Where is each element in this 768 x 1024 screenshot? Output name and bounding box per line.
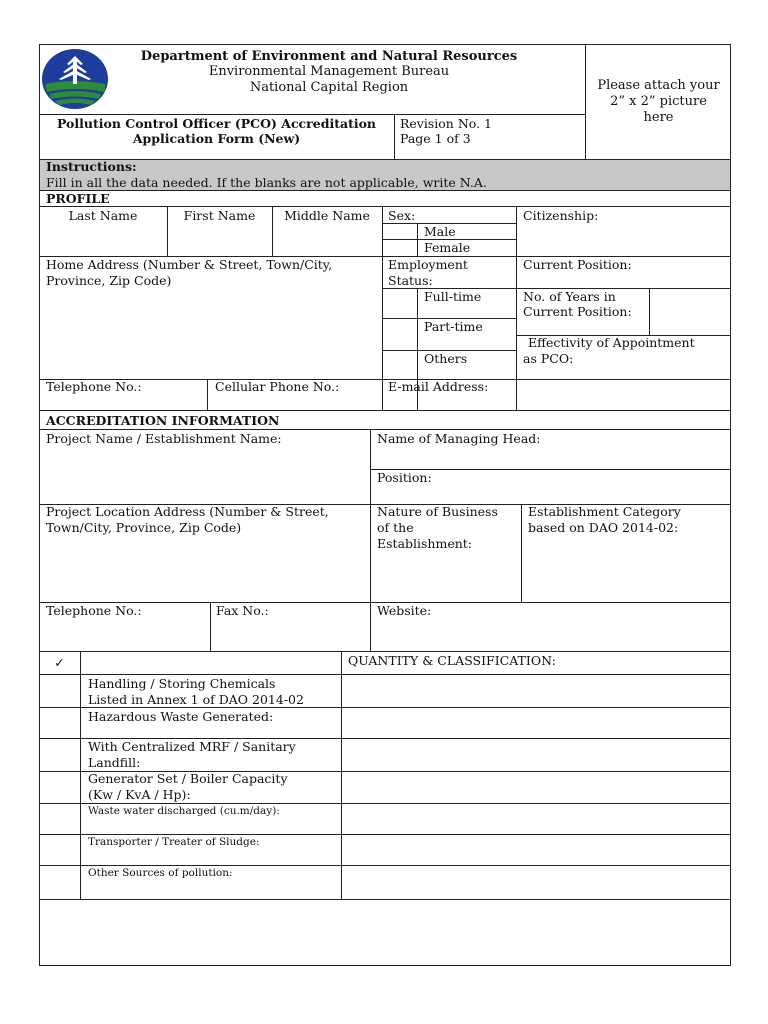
profile-section-title: PROFILE <box>46 191 110 206</box>
instructions-text: Fill in all the data needed. If the blanks are not applicable, write N.A. <box>46 175 487 190</box>
quantity-classification-header: QUANTITY & CLASSIFICATION: <box>348 653 556 668</box>
sex-male-option[interactable]: Male <box>424 224 456 239</box>
revision-number: Revision No. 1 <box>400 116 492 131</box>
nature-of-business-label-2: of the <box>377 520 414 535</box>
blank-notes-area[interactable] <box>40 900 730 965</box>
employment-status-label-2: Status: <box>388 273 433 288</box>
project-location-label-1[interactable]: Project Location Address (Number & Street, <box>46 504 329 519</box>
home-address-label-2: Province, Zip Code) <box>46 273 172 288</box>
check-column-icon: ✓ <box>54 655 65 670</box>
accreditation-telephone-label[interactable]: Telephone No.: <box>46 603 142 618</box>
establishment-category-label-2: based on DAO 2014-02: <box>528 520 679 535</box>
first-name-label[interactable]: First Name <box>183 208 256 223</box>
photo-instruction-3: here <box>643 110 674 125</box>
form-title-line1: Pollution Control Officer (PCO) Accreditation <box>56 116 377 131</box>
nature-of-business-label-1[interactable]: Nature of Business <box>377 504 498 519</box>
fax-label[interactable]: Fax No.: <box>216 603 269 618</box>
employment-status-label-1: Employment <box>388 257 468 272</box>
effectivity-label-2: as PCO: <box>523 351 574 366</box>
item-other-pollution-label[interactable]: Other Sources of pollution: <box>88 867 233 879</box>
item-chemicals-label-2: Listed in Annex 1 of DAO 2014-02 <box>88 692 304 707</box>
bureau-name: Environmental Management Bureau <box>208 64 450 79</box>
establishment-category-label-1[interactable]: Establishment Category <box>528 504 681 519</box>
current-position-label[interactable]: Current Position: <box>523 257 632 272</box>
accreditation-section-title: ACCREDITATION INFORMATION <box>46 413 280 428</box>
item-generator-label-1[interactable]: Generator Set / Boiler Capacity <box>88 771 288 786</box>
item-chemicals-label-1[interactable]: Handling / Storing Chemicals <box>88 676 276 691</box>
agency-name: Department of Environment and Natural Resources <box>140 49 518 64</box>
last-name-label[interactable]: Last Name <box>68 208 138 223</box>
employment-others-option[interactable]: Others <box>424 351 468 366</box>
denr-logo <box>41 48 109 110</box>
region-name: National Capital Region <box>249 80 409 95</box>
instructions-title: Instructions: <box>46 159 137 174</box>
sex-label: Sex: <box>388 208 416 223</box>
pco-application-form <box>39 44 731 966</box>
employment-part-time-option[interactable]: Part-time <box>424 319 483 334</box>
nature-of-business-label-3: Establishment: <box>377 536 473 551</box>
item-generator-label-2: (Kw / KvA / Hp): <box>88 787 191 802</box>
employment-full-time-option[interactable]: Full-time <box>424 289 482 304</box>
middle-name-label[interactable]: Middle Name <box>284 208 370 223</box>
item-mrf-label-2: Landfill: <box>88 755 141 770</box>
email-label[interactable]: E-mail Address: <box>388 379 489 394</box>
home-address-label-1[interactable]: Home Address (Number & Street, Town/City, <box>46 257 333 272</box>
citizenship-label[interactable]: Citizenship: <box>523 208 599 223</box>
project-name-label[interactable]: Project Name / Establishment Name: <box>46 431 282 446</box>
telephone-label[interactable]: Telephone No.: <box>46 379 142 394</box>
page-number: Page 1 of 3 <box>400 131 471 146</box>
website-label[interactable]: Website: <box>377 603 432 618</box>
sex-female-option[interactable]: Female <box>424 240 471 255</box>
position-label[interactable]: Position: <box>377 470 432 485</box>
project-location-label-2: Town/City, Province, Zip Code) <box>46 520 242 535</box>
years-in-position-label-2: Current Position: <box>523 304 632 319</box>
photo-instruction-1: Please attach your <box>597 78 720 93</box>
item-hazardous-waste-label[interactable]: Hazardous Waste Generated: <box>88 709 274 724</box>
effectivity-label-1[interactable]: Effectivity of Appointment <box>528 335 695 350</box>
item-sludge-label[interactable]: Transporter / Treater of Sludge: <box>88 836 260 848</box>
item-mrf-label-1[interactable]: With Centralized MRF / Sanitary <box>88 739 296 754</box>
photo-instruction-2: 2” x 2” picture <box>610 94 707 109</box>
managing-head-label[interactable]: Name of Managing Head: <box>377 431 541 446</box>
item-wastewater-label[interactable]: Waste water discharged (cu.m/day): <box>88 805 280 817</box>
years-in-position-label-1[interactable]: No. of Years in <box>523 289 616 304</box>
cellular-phone-label[interactable]: Cellular Phone No.: <box>215 379 340 394</box>
form-title-line2: Application Form (New) <box>132 131 301 146</box>
